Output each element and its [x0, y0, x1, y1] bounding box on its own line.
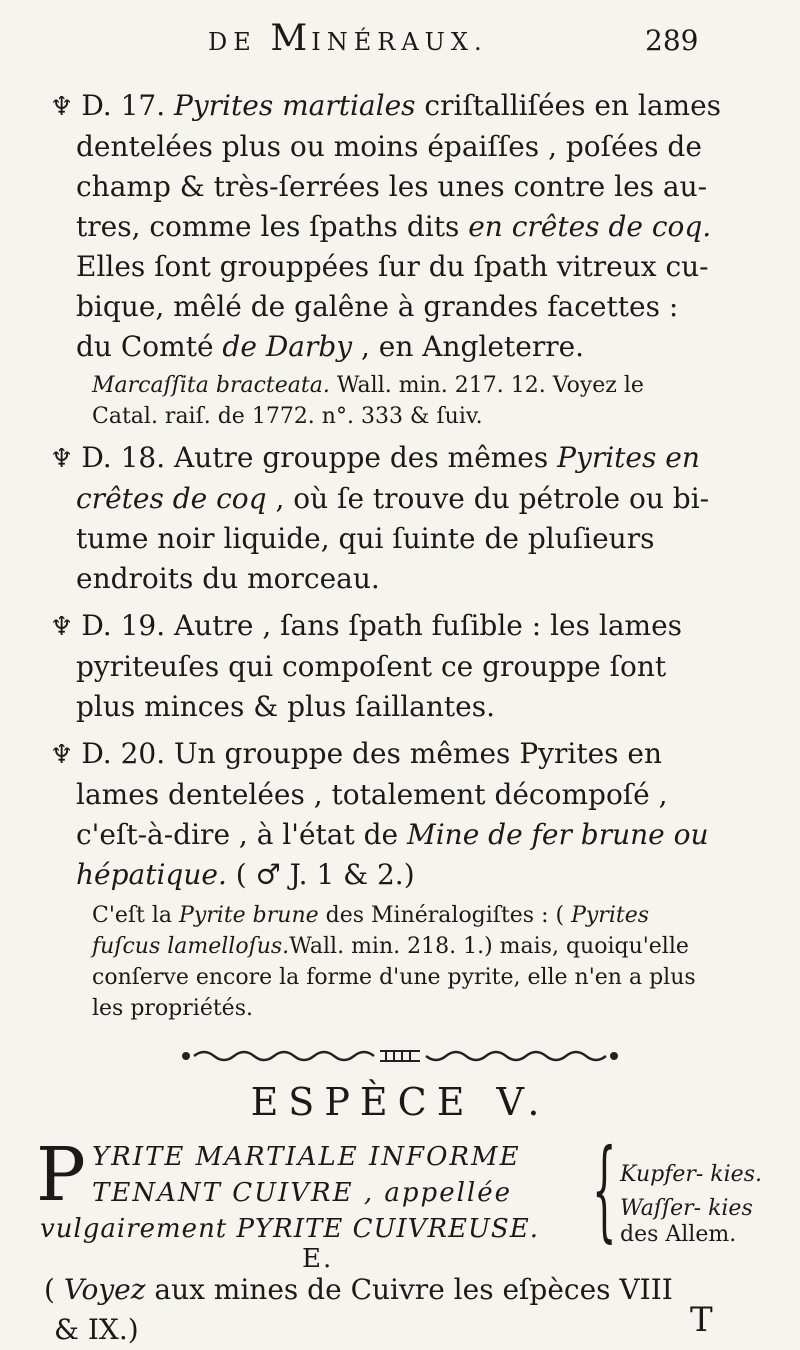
planet-symbol-icon: ♆: [50, 740, 74, 770]
signature-mark: T: [690, 1300, 713, 1340]
synonym-3: des Allem.: [620, 1222, 737, 1247]
page-number: 289: [645, 24, 699, 57]
planet-symbol-icon: ♆: [50, 92, 74, 122]
entry-d17: ♆ D. 17. Pyrites martiales criſtalliſées en lames dentelées plus ou moins épaiſſes , poſées de champ & très-ſerrées les unes contre les au- tres, comme les ſpaths dits en crêtes de coq. Elles ſont grouppées ſur du ſpath vitreux cu- bique, mêlé de galêne à grandes facettes : du Comté de Darby , en Angleterre.: [50, 89, 722, 363]
species-name-line-3: vulgairement PYRITE CUIVREUSE.: [40, 1214, 539, 1244]
entry-d19: ♆ D. 19. Autre , ſans ſpath fuſible : les lames pyriteuſes qui compoſent ce grouppe ſont plus minces & plus ſaillantes.: [50, 609, 683, 723]
species-heading: ESPÈCE V.: [250, 1080, 550, 1124]
synonym-2: Waſſer- kies: [620, 1196, 753, 1221]
species-name-line-2: TENANT CUIVRE , appellée: [92, 1178, 512, 1208]
note-d17: Marcaſſita bracteata. Wall. min. 217. 12. Voyez le Catal. raiſ. de 1772. n°. 333 & ſuiv.: [92, 373, 644, 429]
synonym-1: Kupfer- kies.: [620, 1162, 762, 1187]
species-note: ( Voyez aux mines de Cuivre les eſpèces VIII & IX.): [44, 1273, 673, 1346]
brace-icon: {: [592, 1125, 617, 1253]
running-title: DE MINÉRAUX.: [208, 18, 488, 59]
drop-cap: P: [36, 1132, 86, 1218]
planet-symbol-icon: ♆: [50, 444, 74, 474]
entry-d20: ♆ D. 20. Un grouppe des mêmes Pyrites en lames dentelées , totalement décompoſé , c'eſt-à-dire , à l'état de Mine de fer brune ou hépatique. ( ♂ J. 1 & 2.): [50, 737, 709, 891]
entry-d18: ♆ D. 18. Autre grouppe des mêmes Pyrites en crêtes de coq , où ſe trouve du pétrole ou bi- tume noir liquide, qui ſuinte de pluſieurs endroits du morceau.: [50, 441, 710, 595]
planet-symbol-icon: ♆: [50, 612, 74, 642]
running-header: [0, 10, 800, 70]
note-d20: C'eſt la Pyrite brune des Minéralogiſtes : ( Pyrites fuſcus lamelloſus.Wall. min. 218. 1.) mais, quoiqu'elle conſerve encore la forme d'une pyrite, elle n'en a plus les propriétés.: [92, 903, 696, 1021]
species-name-line-1: YRITE MARTIALE INFORME: [92, 1142, 521, 1172]
ornament-divider: [180, 1047, 620, 1065]
species-name-line-4: E.: [302, 1244, 334, 1274]
